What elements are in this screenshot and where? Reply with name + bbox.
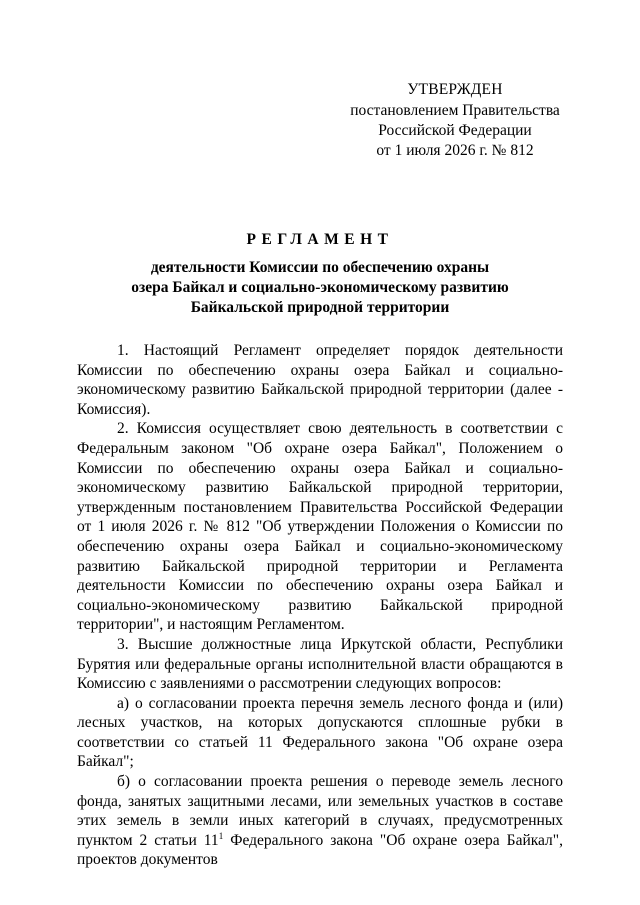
approval-line-3: от 1 июля 2026 г. № 812 xyxy=(376,142,534,159)
approval-line-2: Российской Федерации xyxy=(378,122,532,139)
document-subtitle-line-1: деятельности Комиссии по обеспечению охраны xyxy=(150,259,490,276)
paragraph-3a: а) о согласовании проекта перечня земель лесного фонда и (или) лесных участков, на которых допускаются сплошные рубки в соответствии со статьей 11 Федерального закона "Об охране озера Байкал"; xyxy=(77,694,563,771)
document-subtitle-line-2: озера Байкал и социально-экономическому развитию xyxy=(131,279,509,296)
paragraph-1: 1. Настоящий Регламент определяет порядок деятельности Комиссии по обеспечению охраны озера Байкал и социально-экономическому развитию Байкальской природной территории (далее - Комиссия). xyxy=(77,342,563,418)
approved-label: УТВЕРЖДЕН xyxy=(407,81,503,98)
approval-line-1: постановлением Правительства xyxy=(350,102,560,119)
document-heading xyxy=(70,230,570,318)
paragraph-2: 2. Комиссия осуществляет свою деятельность в соответствии с Федеральным законом "Об охране озера Байкал", Положением о Комиссии по обеспечению охраны озера Байкал и социально-экономическому развитию Байкальской природной территории, утвержденным постановлением Правительства Российской Федерации от 1 июля 2026 г. № 812 "Об утверждении Положения о Комиссии по обеспечению охраны озера Байкал и социально-экономическому развитию Байкальской природной территории и Регламента деятельности Комиссии по обеспечению охраны озера Байкал и социально-экономическому развитию Байкальской природной территории", и настоящим Регламентом. xyxy=(77,420,563,634)
paragraph-3b-text-1: б) о согласовании проекта решения о переводе земель лесного фонда, занятых защитными лесами, или земельных участков в составе этих земель в земли иных категорий в случаях, предусмотренных пунктом 2 статьи 11 xyxy=(77,773,563,849)
paragraph-3: 3. Высшие должностные лица Иркутской области, Республики Бурятия или федеральные органы исполнительной власти обращаются в Комиссию с заявлениями о рассмотрении следующих вопросов: xyxy=(77,635,563,693)
document-subtitle-line-3: Байкальской природной территории xyxy=(190,299,450,316)
document-title: РЕГЛАМЕНТ xyxy=(246,231,394,248)
approval-stamp xyxy=(345,80,565,161)
document-body xyxy=(77,341,563,870)
footnote-superscript: 1 xyxy=(218,830,224,841)
paragraph-3b-text-2: Федерального закона "Об охране озера Байкал", проектов документов xyxy=(77,831,563,869)
paragraph-3b xyxy=(77,772,563,870)
